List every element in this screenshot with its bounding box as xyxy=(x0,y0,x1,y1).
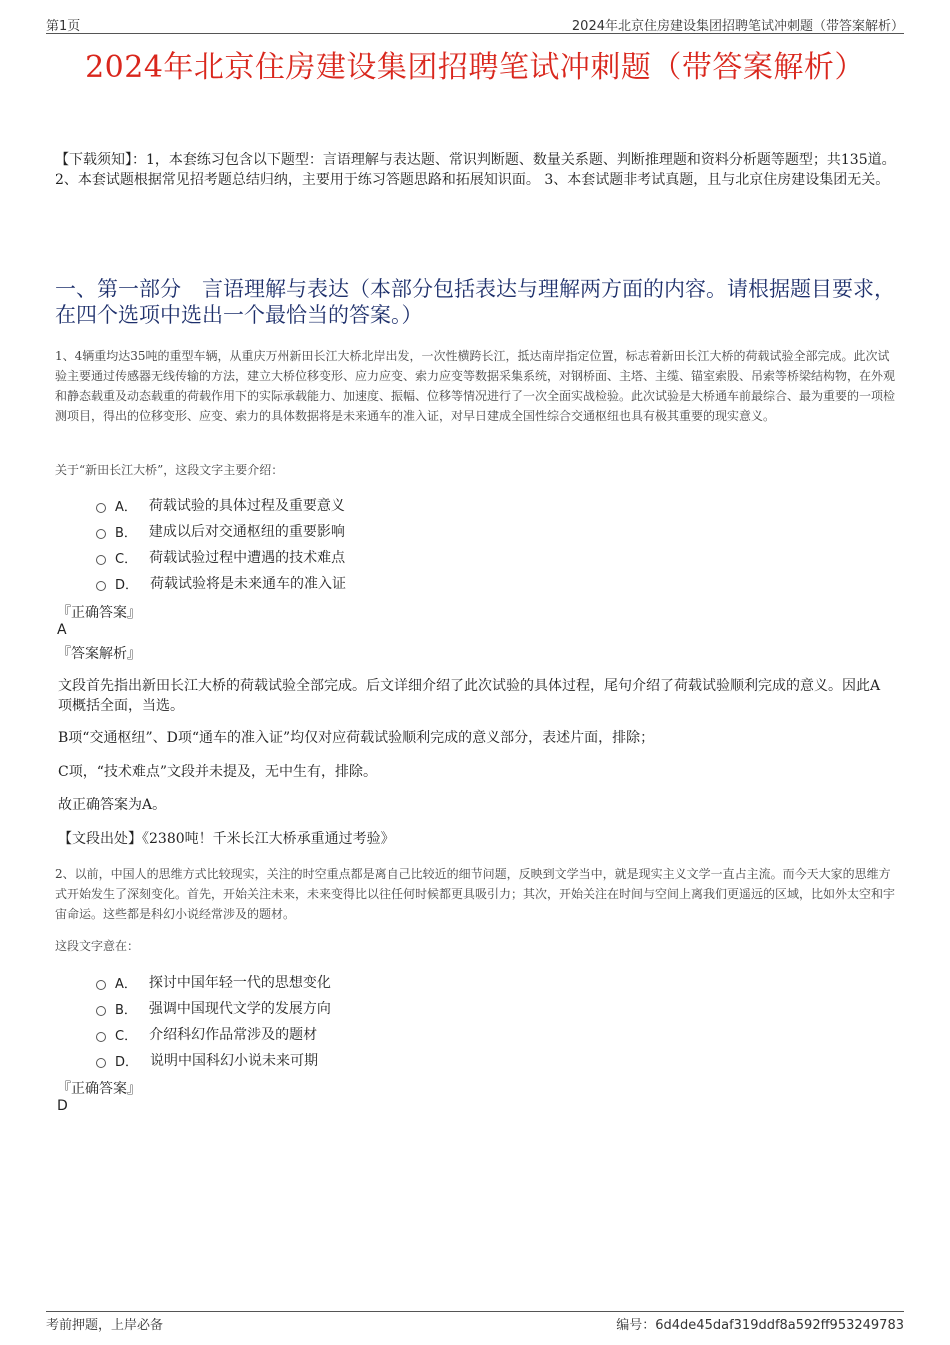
running-title: 2024年北京住房建设集团招聘笔试冲刺题（带答案解析） xyxy=(571,19,904,34)
answer-label: 『正确答案』 xyxy=(57,605,141,621)
question-2-passage: 2、以前，中国人的思维方式比较现实，关注的时空重点都是离自己比较近的细节问题，反映到文学当中，就是现实主义文学一直占主流。而今天大家的思维方式开始发生了深刻变化。首先，开始关注未来，未来变得比以往任何时候都更具吸引力；其次，开始关注在时间与空间上离我们更遥远的区域，比如外太空和宇宙命运。这些都是科幻小说经常涉及的题材。 xyxy=(55,867,896,921)
passage-source: 【文段出处】《2380吨！千米长江大桥承重通过考验》 xyxy=(58,831,395,847)
analysis-conclusion: 故正确答案为A。 xyxy=(58,797,167,813)
analysis-paragraph: 文段首先指出新田长江大桥的荷载试验全部完成。后文详细介绍了此次试验的具体过程，尾句介绍了荷载试验顺利完成的意义。因此A项概括全面，当选。 xyxy=(58,678,881,714)
answer-value: D xyxy=(57,1098,68,1114)
page-title: 2024年北京住房建设集团招聘笔试冲刺题（带答案解析） xyxy=(85,50,865,85)
question-1-options xyxy=(96,492,346,596)
radio-icon[interactable] xyxy=(96,581,106,591)
radio-icon[interactable] xyxy=(96,555,106,565)
radio-icon[interactable] xyxy=(96,529,106,539)
analysis-label: 『答案解析』 xyxy=(57,646,141,662)
option-b[interactable]: B． 建成以后对交通枢纽的重要影响 xyxy=(96,518,346,544)
footer-rule xyxy=(46,1311,904,1312)
option-c[interactable]: C． 荷载试验过程中遭遇的技术难点 xyxy=(96,544,346,570)
radio-icon[interactable] xyxy=(96,1032,106,1042)
option-c[interactable]: C． 介绍科幻作品常涉及的题材 xyxy=(96,1021,331,1047)
question-1-prompt: 关于“新田长江大桥”，这段文字主要介绍： xyxy=(55,463,284,477)
option-a[interactable]: A． 荷载试验的具体过程及重要意义 xyxy=(96,492,346,518)
option-d[interactable]: D． 荷载试验将是未来通车的准入证 xyxy=(96,570,346,596)
page-number: 第1页 xyxy=(46,19,81,34)
answer-value: A xyxy=(57,622,67,638)
question-2-prompt: 这段文字意在： xyxy=(55,939,140,953)
radio-icon[interactable] xyxy=(96,1058,106,1068)
header-rule xyxy=(46,33,904,34)
footer-slogan: 考前押题，上岸必备 xyxy=(46,1318,164,1333)
radio-icon[interactable] xyxy=(96,980,106,990)
option-d[interactable]: D． 说明中国科幻小说未来可期 xyxy=(96,1047,331,1073)
option-a[interactable]: A． 探讨中国年轻一代的思想变化 xyxy=(96,969,331,995)
option-b[interactable]: B． 强调中国现代文学的发展方向 xyxy=(96,995,331,1021)
radio-icon[interactable] xyxy=(96,503,106,513)
analysis-paragraph: C项，“技术难点”文段并未提及，无中生有，排除。 xyxy=(58,764,378,780)
analysis-paragraph: B项“交通枢纽”、D项“通车的准入证”均仅对应荷载试验顺利完成的意义部分，表述片面，排除； xyxy=(58,730,655,746)
section-heading: 一、第一部分 言语理解与表达（本部分包括表达与理解两方面的内容。请根据题目要求，在四个选项中选出一个最恰当的答案。） xyxy=(55,277,895,327)
question-1-passage: 1、4辆重均达35吨的重型车辆，从重庆万州新田长江大桥北岸出发，一次性横跨长江，抵达南岸指定位置，标志着新田长江大桥的荷载试验全部完成。此次试验主要通过传感器无线传输的方法，建立大桥位移变形、应力应变、索力应变等数据采集系统，对钢桥面、主塔、主缆、锚室索股、吊索等桥梁结构物，在外观和静态载重及动态载重的荷载作用下的实际承载能力、加速度、振幅、位移等情况进行了一次全面实战检验。此次试验是大桥通车前最综合、最为重要的一项检测项目，得出的位移变形、应变、索力的具体数据将是未来通车的准入证，对早日建成全国性综合交通枢纽也具有极其重要的现实意义。 xyxy=(55,349,896,423)
question-2-options xyxy=(96,969,331,1073)
radio-icon[interactable] xyxy=(96,1006,106,1016)
download-notice: 【下载须知】：1，本套练习包含以下题型：言语理解与表达题、常识判断题、数量关系题、判断推理题和资料分析题等题型；共135道。 2、本套试题根据常见招考题总结归纳，主要用于练习答题思路和拓展知识面。 3、本套试题非考试真题，且与北京住房建设集团无关。 xyxy=(55,152,896,188)
document-id: 编号：6d4de45daf319ddf8a592ff953249783 xyxy=(616,1318,904,1333)
answer-label: 『正确答案』 xyxy=(57,1081,141,1097)
